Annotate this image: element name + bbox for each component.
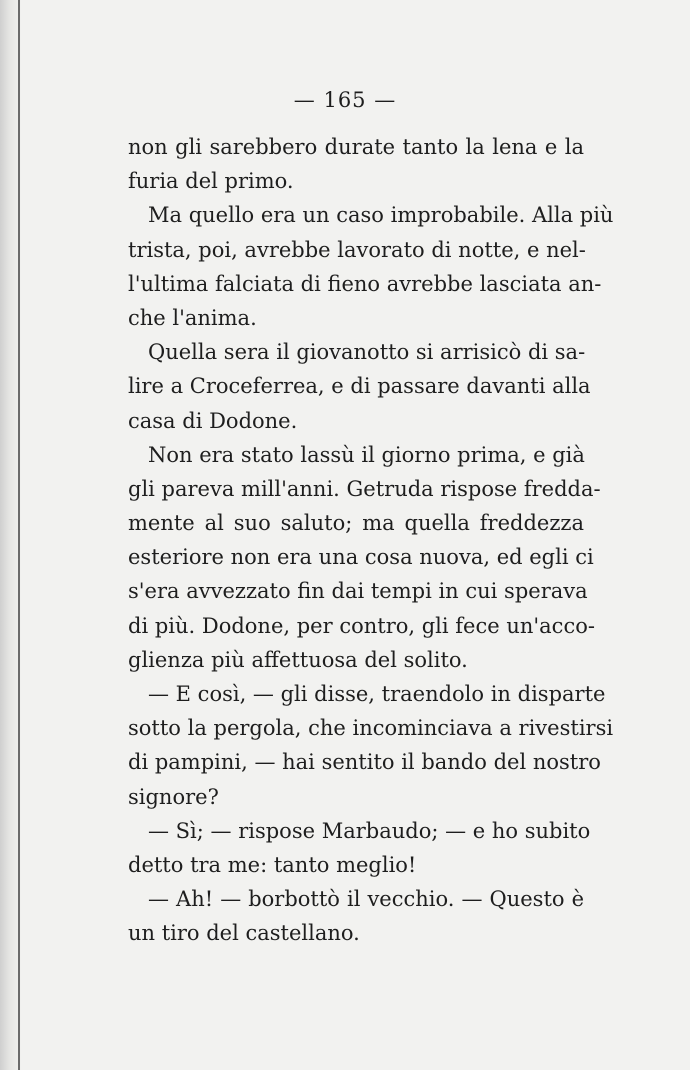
paragraph bbox=[128, 677, 614, 814]
text-line: detto tra me: tanto meglio! bbox=[128, 852, 417, 877]
text-line: Ma quello era un caso improbabile. Alla più bbox=[148, 203, 614, 228]
text-line: mente al suo saluto; ma quella freddezza bbox=[128, 511, 584, 536]
paragraph bbox=[128, 198, 614, 335]
text-line: non gli sarebbero durate tanto la lena e la bbox=[128, 135, 584, 159]
paragraph bbox=[128, 130, 584, 198]
text-line: casa di Dodone. bbox=[128, 408, 298, 433]
text-line: sotto la pergola, che incominciava a rivestirsi bbox=[128, 716, 614, 741]
spine-edge bbox=[18, 0, 20, 1070]
text-line: glienza più affettuosa del solito. bbox=[128, 647, 468, 672]
text-line: di più. Dodone, per contro, gli fece un'acco- bbox=[128, 613, 595, 638]
paragraph bbox=[128, 814, 591, 882]
page-number: — 165 — bbox=[293, 88, 397, 112]
text-line: Quella sera il giovanotto si arrisicò di sa- bbox=[148, 340, 586, 365]
text-line: gli pareva mill'anni. Getruda rispose fredda- bbox=[128, 476, 601, 501]
paragraph bbox=[128, 438, 601, 677]
text-line: esteriore non era una cosa nuova, ed egli ci bbox=[128, 545, 594, 570]
text-line: — E così, — gli disse, traendolo in disparte bbox=[148, 682, 606, 706]
text-line: — Sì; — rispose Marbaudo; — e ho subito bbox=[148, 818, 591, 843]
text-line: s'era avvezzato fin dai tempi in cui sperava bbox=[128, 579, 588, 604]
text-line: che l'anima. bbox=[128, 305, 257, 330]
text-line: lire a Croceferrea, e di passare davanti alla bbox=[128, 374, 591, 399]
text-line: di pampini, — hai sentito il bando del nostro bbox=[128, 750, 601, 775]
text-line: Non era stato lassù il giorno prima, e già bbox=[148, 442, 585, 467]
paragraph bbox=[128, 882, 584, 950]
text-line: l'ultima falciata di fieno avrebbe lasciata an- bbox=[128, 271, 602, 296]
body-text bbox=[128, 130, 614, 951]
text-line: — Ah! — borbottò il vecchio. — Questo è bbox=[148, 887, 584, 912]
paragraph bbox=[128, 335, 591, 438]
text-line: furia del primo. bbox=[128, 169, 294, 194]
text-line: trista, poi, avrebbe lavorato di notte, e nel- bbox=[128, 237, 586, 262]
text-line: signore? bbox=[128, 784, 219, 809]
text-line: un tiro del castellano. bbox=[128, 921, 360, 946]
